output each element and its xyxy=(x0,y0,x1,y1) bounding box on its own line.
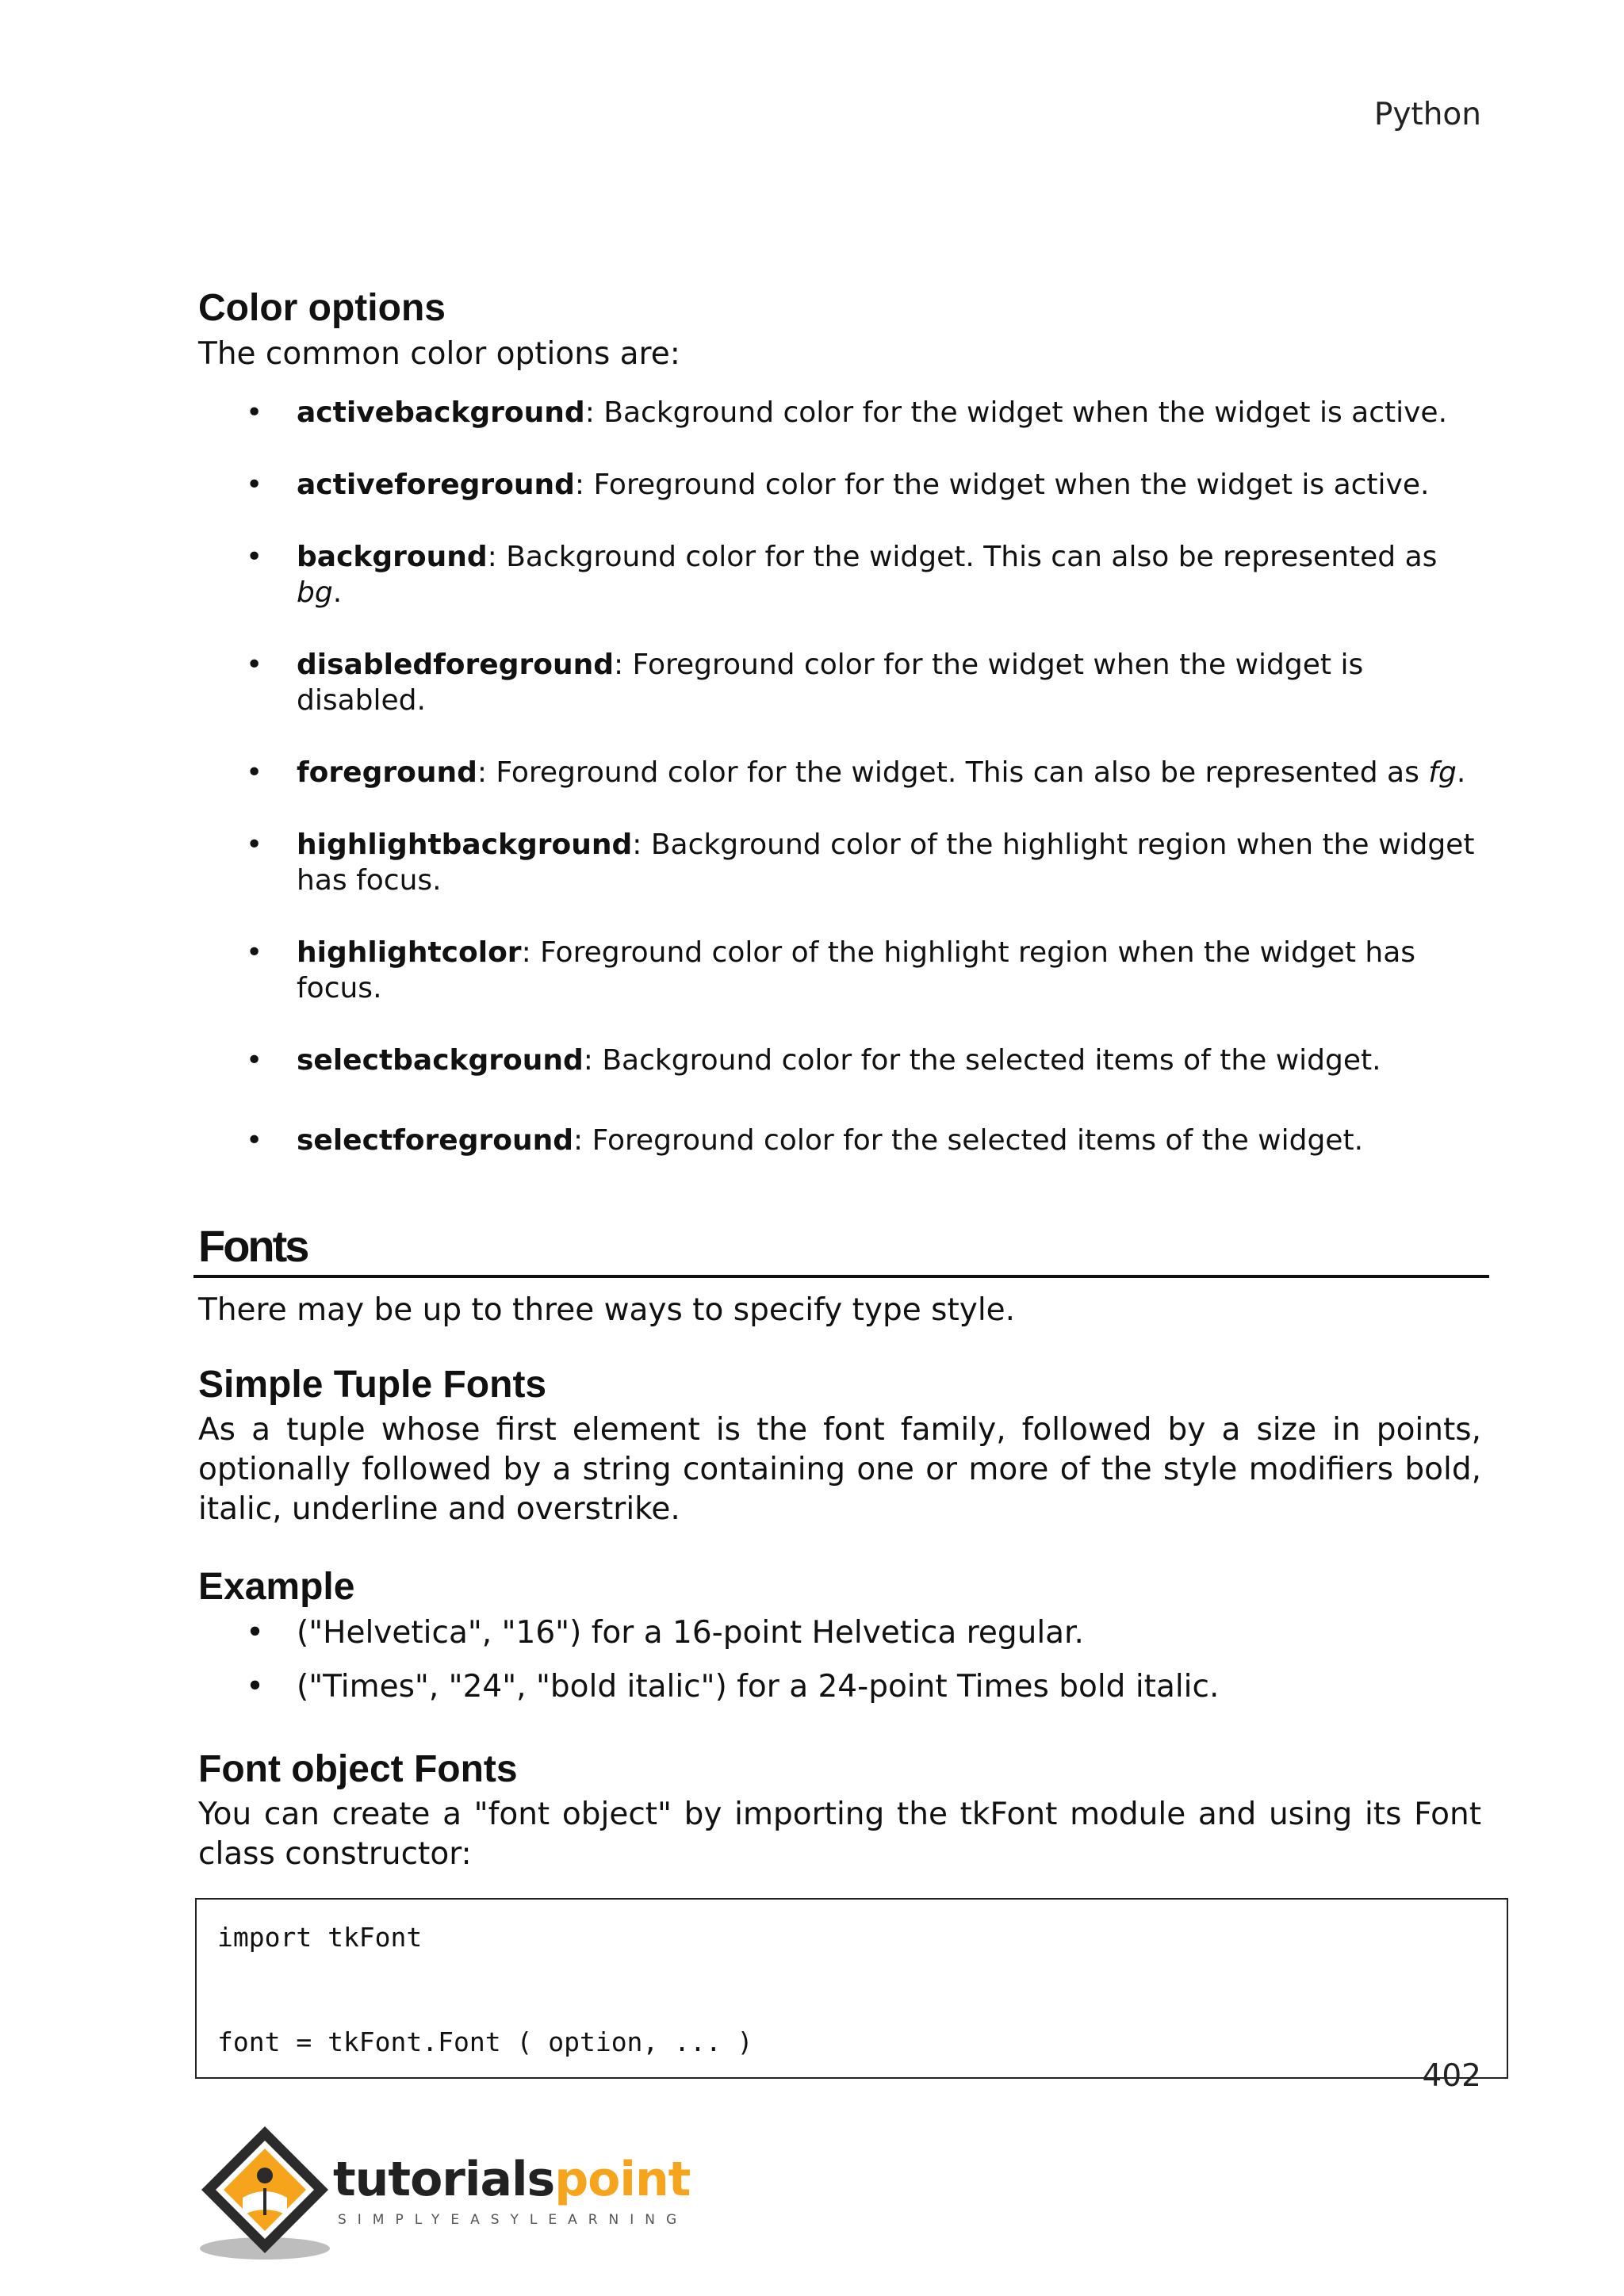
option-term: selectbackground xyxy=(297,1043,584,1077)
list-item xyxy=(198,827,1481,898)
example-text: ("Times", "24", "bold italic") for a 24-point Times bold italic. xyxy=(297,1668,1220,1705)
option-term: highlightcolor xyxy=(297,936,522,969)
bullet-icon: • xyxy=(246,936,263,969)
logo-wordmark xyxy=(333,2152,690,2207)
list-item xyxy=(198,539,1481,610)
heading-example: Example xyxy=(198,1566,355,1609)
bullet-icon: • xyxy=(246,468,263,501)
page-number: 402 xyxy=(1422,2058,1481,2094)
fonts-intro: There may be up to three ways to specify type style. xyxy=(198,1292,1016,1328)
list-item xyxy=(198,1043,1481,1078)
page-content xyxy=(198,285,1481,2079)
option-desc: : Foreground color for the widget when the widget is active. xyxy=(574,468,1430,501)
logo-tagline: SIMPLYEASYLEARNING xyxy=(338,2212,688,2228)
list-item xyxy=(198,755,1481,790)
code-line xyxy=(217,1990,1486,2025)
bullet-icon: • xyxy=(246,828,263,861)
option-desc-tail: . xyxy=(1456,756,1466,789)
heading-simple-tuple-fonts: Simple Tuple Fonts xyxy=(198,1363,547,1406)
heading-fonts: Fonts xyxy=(193,1220,1489,1278)
bullet-icon: • xyxy=(246,1123,263,1157)
code-line: import tkFont xyxy=(217,1922,423,1954)
option-term: foreground xyxy=(297,756,477,789)
color-options-intro: The common color options are: xyxy=(198,335,680,372)
heading-font-object-fonts: Font object Fonts xyxy=(198,1747,518,1790)
bullet-icon: • xyxy=(246,1668,265,1705)
option-desc: : Background color for the widget. This can also be represented as xyxy=(487,540,1438,573)
color-options-list xyxy=(198,395,1481,1158)
option-desc: : Background color of the highlight region when the widget has focus. xyxy=(297,828,1475,897)
bullet-icon: • xyxy=(246,648,263,681)
option-desc: : Foreground color for the selected items of the widget. xyxy=(573,1123,1364,1157)
option-desc: : Foreground color of the highlight region when the widget has focus. xyxy=(297,936,1416,1004)
list-item xyxy=(198,395,1481,430)
list-item xyxy=(198,1667,1481,1707)
heading-color-options: Color options xyxy=(198,287,446,329)
list-item xyxy=(198,1613,1481,1653)
option-term: activebackground xyxy=(297,396,585,429)
option-desc: : Foreground color for the widget when the widget is disabled. xyxy=(297,648,1364,717)
option-desc-tail: . xyxy=(332,576,343,609)
list-item xyxy=(198,647,1481,718)
code-line: font = tkFont.Font ( option, ... ) xyxy=(217,2026,753,2058)
list-item xyxy=(198,467,1481,503)
option-term: background xyxy=(297,540,488,573)
example-text: ("Helvetica", "16") for a 16-point Helvetica regular. xyxy=(297,1614,1084,1651)
option-term: activeforeground xyxy=(297,468,575,501)
option-term: highlightbackground xyxy=(297,828,633,861)
option-desc: : Background color for the selected items of the widget. xyxy=(583,1043,1381,1077)
simple-tuple-text: As a tuple whose first element is the font family, followed by a size in points, optionally followed by a string containing one or more of the style modifiers bold, italic, underline and overstrike. xyxy=(198,1412,1481,1528)
list-item xyxy=(198,935,1481,1006)
logo-accent-text: point xyxy=(554,2152,691,2207)
option-abbrev: bg xyxy=(297,576,333,609)
example-list xyxy=(198,1613,1481,1707)
bullet-icon: • xyxy=(246,396,263,429)
option-abbrev: fg xyxy=(1428,756,1457,789)
font-object-text: You can create a "font object" by importing the tkFont module and using its Font class constructor: xyxy=(198,1797,1481,1873)
list-item xyxy=(198,1123,1481,1158)
bullet-icon: • xyxy=(246,756,263,789)
bullet-icon: • xyxy=(246,1614,265,1651)
option-desc: : Background color for the widget when the widget is active. xyxy=(584,396,1448,429)
option-desc: : Foreground color for the widget. This can also be represented as xyxy=(477,756,1429,789)
option-term: selectforeground xyxy=(297,1123,573,1157)
code-line xyxy=(217,1955,1486,1990)
bullet-icon: • xyxy=(246,1043,263,1077)
code-block xyxy=(195,1898,1508,2079)
running-header: Python xyxy=(1373,97,1481,132)
option-term: disabledforeground xyxy=(297,648,614,681)
logo-main-text: tutorials xyxy=(333,2152,555,2207)
bullet-icon: • xyxy=(246,540,263,573)
tutorialspoint-logo-icon xyxy=(195,2122,338,2264)
